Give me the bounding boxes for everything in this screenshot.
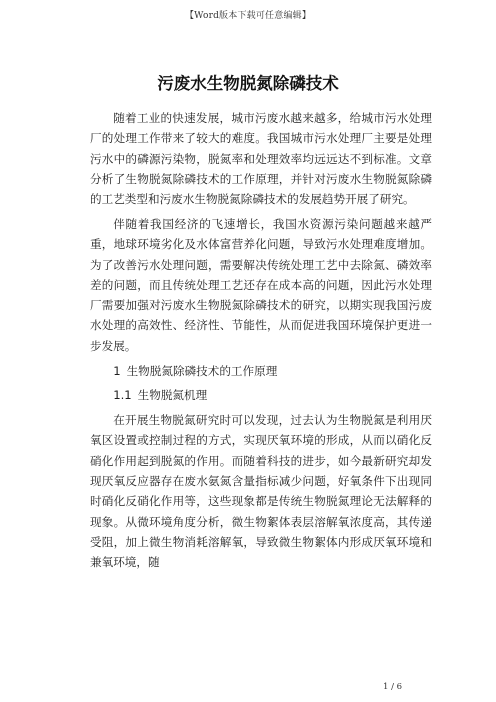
subsection-number: 1.1 bbox=[113, 388, 132, 403]
subsection-title: 生物脱氮机理 bbox=[137, 388, 208, 403]
document-title: 污废水生物脱氮除磷技术 bbox=[157, 74, 339, 93]
section-title: 生物脱氮除磷技术的工作原理 bbox=[126, 363, 278, 378]
document-body bbox=[90, 108, 432, 577]
paragraph-intro: 随着工业的快速发展，城市污废水越来越多，给城市污水处理厂的处理工作带来了较大的难度。我国城市污水处理厂主要是处理污水中的磷源污染物，脱氮率和处理效率均远远达不到标准。文章分析了生物脱氮除磷技术的工作原理，并针对污废水生物脱氮除磷的工艺类型和污废水生物脱氮除磷技术的发展趋势开展了研究。 bbox=[90, 111, 432, 207]
subsection-heading-1-1 bbox=[90, 385, 432, 405]
section-heading-1 bbox=[90, 361, 432, 381]
section-number: 1 bbox=[113, 363, 121, 378]
page-number: 1 / 6 bbox=[383, 682, 403, 692]
paragraph-denitrification: 在开展生物脱氮研究时可以发现，过去认为生物脱氮是利用厌氧区设置或控制过程的方式，实现厌氧环境的形成，从而以硝化反硝化作用起到脱氮的作用。而随着科技的进步，如今最新研究却发现厌氧反应器存在废水氨氮含量指标减少问题，好氧条件下出现同时硝化反硝化作用等，这些现象都是传统生物脱氮理论无法解释的现象。从微环境角度分析，微生物絮体表层溶解氧浓度高，其传递受阻，加上微生物消耗溶解氧，导致微生物絮体内形成厌氧环境和兼氧环境，随 bbox=[90, 413, 432, 570]
header-note: 【Word版本下载可任意编辑】 bbox=[184, 11, 312, 21]
paragraph-background: 伴随着我国经济的飞速增长，我国水资源污染问题越来越严重，地球环境劣化及水体富营养化问题，导致污水处理难度增加。为了改善污水处理问题，需要解决传统处理工艺中去除氮、磷效率差的问题，而且传统处理工艺还存在成本高的问题，因此污水处理厂需要加强对污废水生物脱氮除磷技术的研究，以期实现我国污废水处理的高效性、经济性、节能性，从而促进我国环境保护更进一步发展。 bbox=[90, 216, 432, 353]
